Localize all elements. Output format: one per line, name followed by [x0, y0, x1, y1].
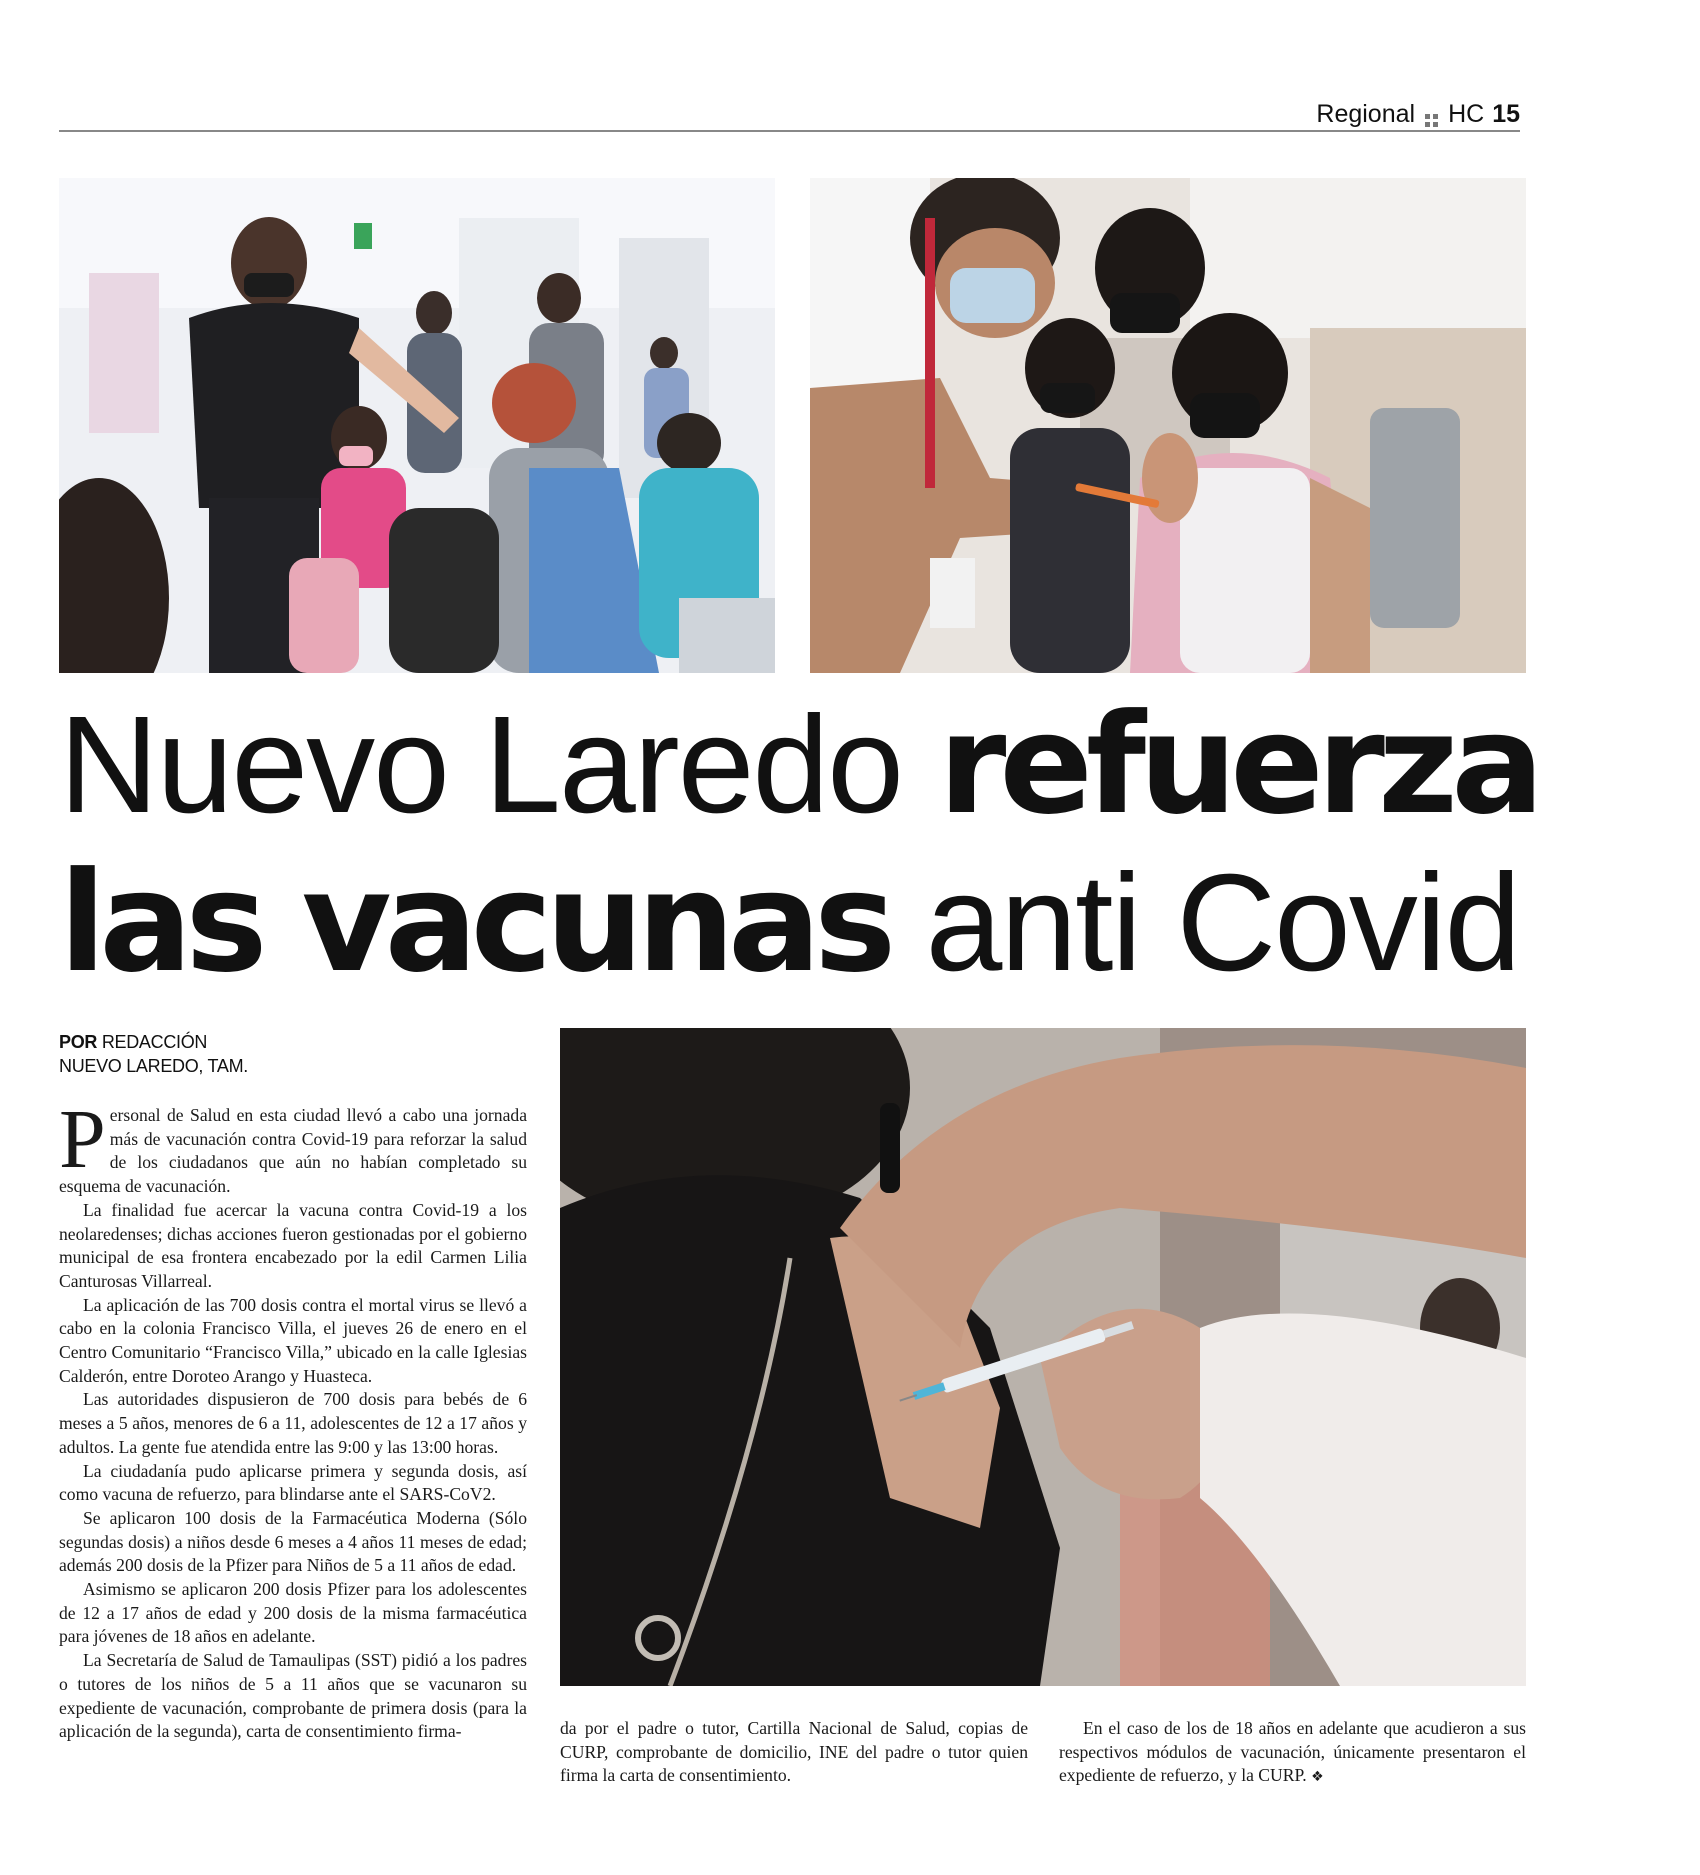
drop-cap: P	[59, 1093, 106, 1186]
paragraph-2: La finalidad fue acercar la vacuna contra Covid-19 a los neolaredenses; dichas acciones fueron gestionadas por el gobierno municipal de esa frontera encabezado por la edil Carmen Lilia Canturosas Villarreal.	[59, 1199, 527, 1291]
paragraph-8: La Secretaría de Salud de Tamaulipas (SST) pidió a los padres o tutores de los niños de 5 a 11 años que se vacunaron su expediente de vacunación, comprobante de primera dosis (para la aplicación de la segunda), carta de consentimiento firma-	[59, 1650, 527, 1742]
article-column-3	[1059, 1717, 1526, 1790]
byline	[59, 1030, 248, 1078]
paragraph-5: La ciudadanía pudo aplicarse primera y segunda dosis, así como vacuna de refuerzo, para blindarse ante el SARS-CoV2.	[59, 1460, 527, 1505]
paragraph-3: La aplicación de las 700 dosis contra el mortal virus se llevó a cabo en la colonia Francisco Villa, el jueves 26 de enero en el Centro Comunitario “Francisco Villa,” ubicado en la calle Iglesias Calderón, entre Doroteo Arango y Huasteca.	[59, 1294, 527, 1386]
end-mark-icon: ❖	[1311, 1769, 1324, 1786]
page-number: 15	[1492, 100, 1520, 128]
byline-location: NUEVO LAREDO, TAM.	[59, 1056, 248, 1076]
paragraph-1-text: ersonal de Salud en esta ciudad llevó a cabo una jornada más de vacunación contra Covid-19 para reforzar la salud de los ciudadanos que aún no habían completado su esquema de vacunación.	[59, 1105, 527, 1197]
headline-bold-part: refuerza las vacunas	[59, 684, 1538, 1003]
paragraph-9	[1059, 1717, 1526, 1790]
photo-child-vaccination	[810, 178, 1526, 673]
paragraph-8-continued: da por el padre o tutor, Cartilla Nacional de Salud, copias de CURP, comprobante de domicilio, INE del padre o tutor quien firma la carta de consentimiento.	[560, 1718, 1028, 1786]
headline-light-part-end: anti Covid	[889, 846, 1520, 1000]
byline-author-line	[59, 1030, 248, 1054]
byline-author: REDACCIÓN	[101, 1032, 208, 1052]
photo-arm-injection	[560, 1028, 1526, 1686]
photo-vaccination-clinic	[59, 178, 775, 673]
section-name: Regional	[1316, 100, 1416, 128]
paragraph-1	[59, 1093, 527, 1199]
article-column-1	[59, 1093, 527, 1744]
page-folio	[1316, 100, 1520, 130]
article-column-2	[560, 1717, 1028, 1788]
publication-name: HC	[1448, 100, 1485, 128]
headline	[59, 686, 1539, 1002]
paragraph-7: Asimismo se aplicaron 200 dosis Pfizer para los adolescentes de 12 a 17 años de edad y 200 dosis de la misma farmacéutica para jóvenes de 18 años en adelante.	[59, 1579, 527, 1647]
paragraph-9-text: En el caso de los de 18 años en adelante que acudieron a sus respectivos módulos de vacunación, únicamente presentaron el expediente de refuerzo, y la CURP.	[1059, 1718, 1526, 1786]
paragraph-4: Las autoridades dispusieron de 700 dosis para bebés de 6 meses a 5 años, menores de 6 a 11, adolescentes de 12 a 17 años y adultos. La gente fue atendida entre las 9:00 y las 13:00 horas.	[59, 1389, 527, 1457]
headline-light-part: Nuevo Laredo	[59, 688, 939, 842]
byline-por: POR	[59, 1032, 98, 1052]
paragraph-6: Se aplicaron 100 dosis de la Farmacéutica Moderna (Sólo segundas dosis) a niños desde 6 meses a 4 años 11 meses de edad; además 200 dosis de la Pfizer para Niños de 5 a 11 años de edad.	[59, 1507, 527, 1576]
separator-icon	[1425, 114, 1438, 127]
header-rule	[59, 130, 1520, 132]
